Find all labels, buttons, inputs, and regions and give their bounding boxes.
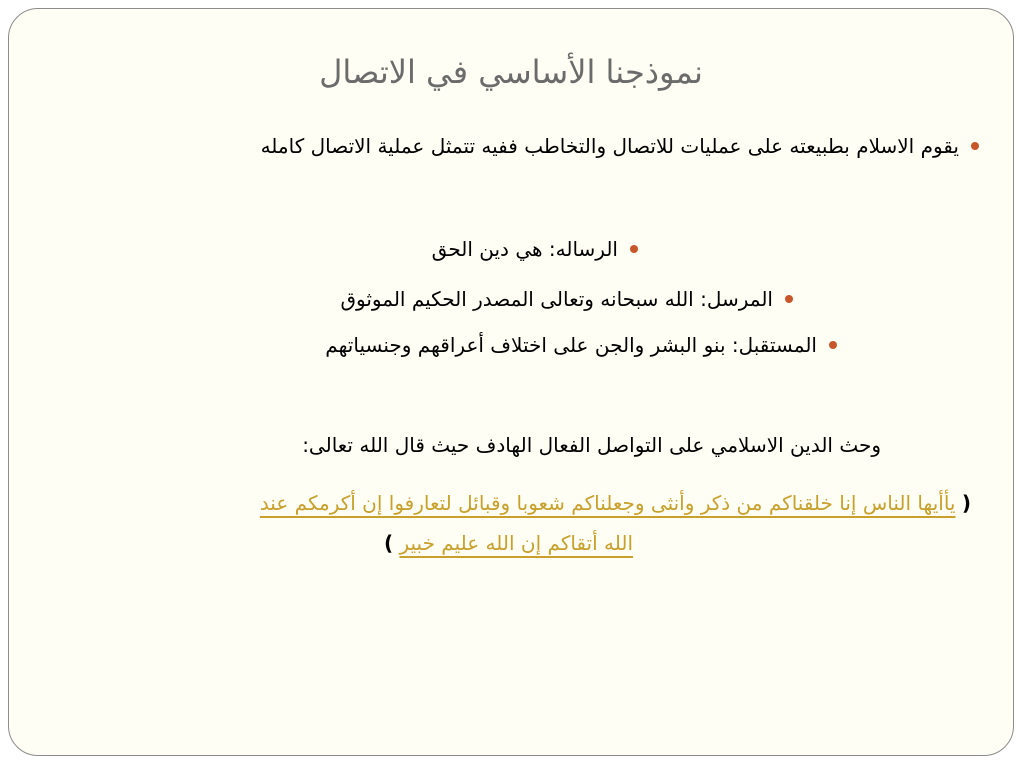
sub-bullet-text: المستقبل: بنو البشر والجن على اختلاف أعراقهم وجنسياتهم (325, 333, 817, 357)
verse-open-paren: ( (961, 491, 971, 515)
verse-link-line1[interactable]: يأأيها الناس إنا خلقناكم من ذكر وأنثى وجعلناكم شعوبا وقبائل لتعارفوا إن أكرمكم عند (259, 491, 956, 515)
sub-bullet-text: الرساله: هي دين الحق (431, 237, 618, 261)
bullet-dot-icon (785, 295, 793, 303)
main-bullet (261, 134, 979, 158)
verse-close-paren: ) (383, 531, 394, 555)
slide (8, 8, 1014, 756)
sub-bullet-receiver (325, 333, 837, 357)
bullet-dot-icon (829, 341, 837, 349)
slide-title: نموذجنا الأساسي في الاتصال (319, 53, 703, 91)
main-bullet-text: يقوم الاسلام بطبيعته على عمليات للاتصال والتخاطب ففيه تتمثل عملية الاتصال كامله (260, 134, 959, 158)
bullet-dot-icon (630, 245, 638, 253)
sub-bullet-message (432, 237, 638, 261)
verse-intro: وحث الدين الاسلامي على التواصل الفعال الهادف حيث قال الله تعالى: (302, 433, 881, 457)
sub-bullet-sender (341, 287, 793, 311)
verse-link-line2[interactable]: الله أتقاكم إن الله عليم خبير (399, 531, 634, 555)
bullet-dot-icon (971, 142, 979, 150)
sub-bullet-text: المرسل: الله سبحانه وتعالى المصدر الحكيم الموثوق (340, 287, 773, 311)
verse-quote (46, 483, 971, 563)
